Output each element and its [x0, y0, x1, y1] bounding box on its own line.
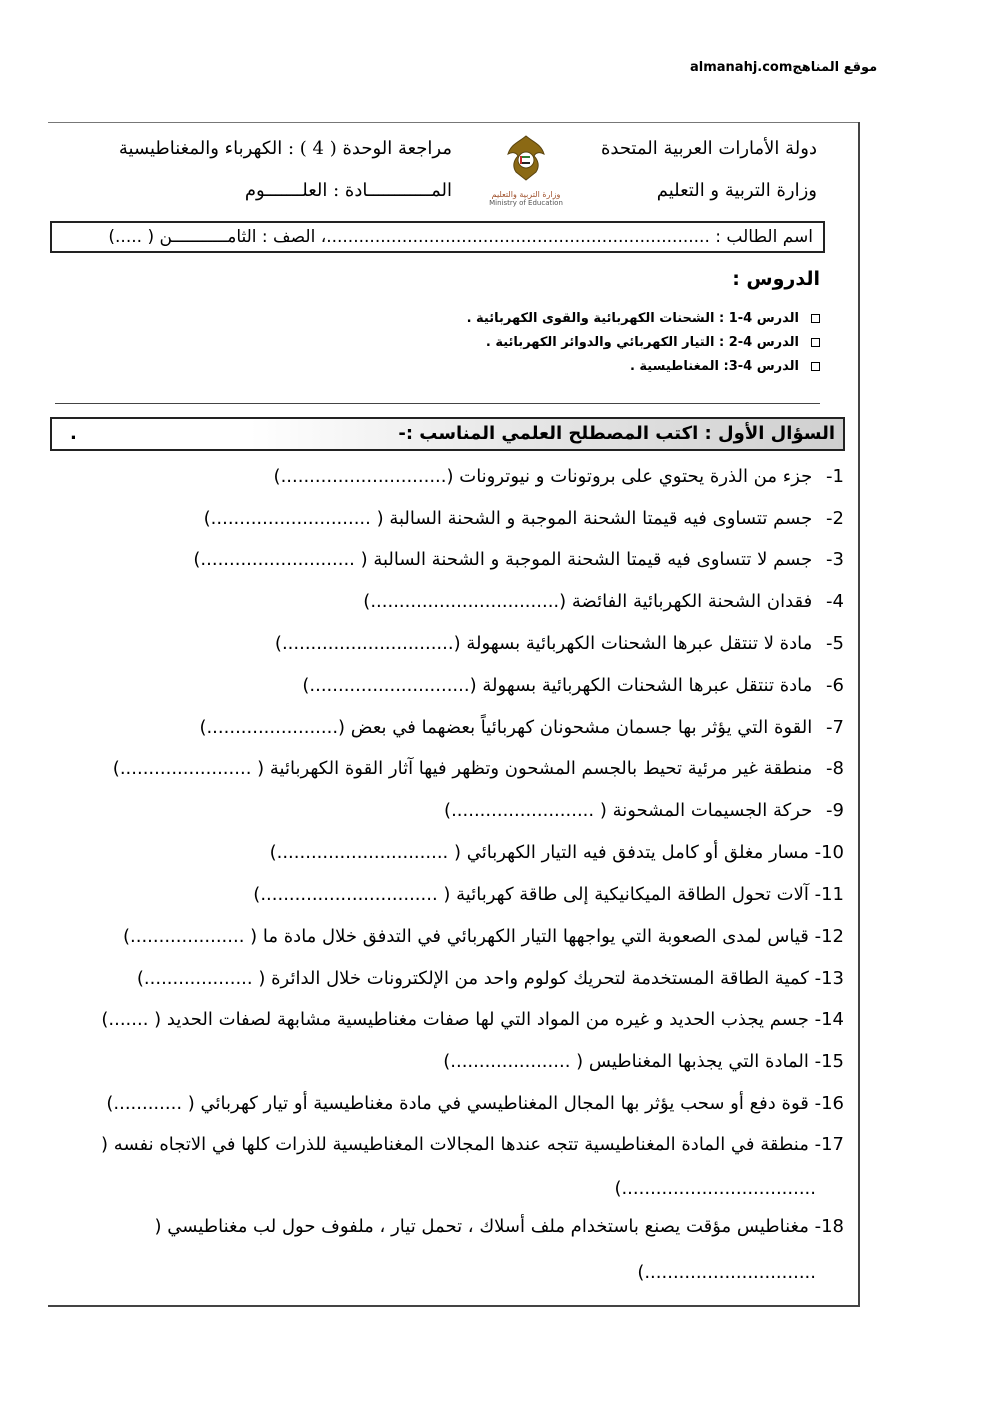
logo-caption-en: Ministry of Education	[489, 199, 563, 207]
student-info-line: اسم الطالب : .......................................................................، الصف : الثامـــــــــــن ( .....)	[108, 227, 813, 247]
question-item: 4- فقدان الشحنة الكهربائية الفائضة (.................................)	[363, 591, 844, 612]
question-item: 5- مادة لا تنتقل عبرها الشحنات الكهربائية بسهولة (..............................)	[274, 633, 844, 654]
question-item: 3- جسم لا تتساوى فيه قيمتا الشحنة الموجبة و الشحنة السالبة ( ...........................)	[193, 549, 844, 570]
question-item: 12- قياس لمدى الصعوبة التي يواجهها التيار الكهربائي في التدفق خلال مادة ما ( ....................)	[122, 926, 844, 947]
question-trailing-dot: .	[70, 423, 77, 444]
question-item: 14- جسم يجذب الحديد و غيره من المواد التي لها صفات مغناطيسية مشابهة لصفات الحديد ( .......)	[101, 1009, 844, 1030]
sheet-right-border	[858, 122, 860, 1307]
ministry-logo	[476, 132, 576, 212]
question-item-continuation: ..............................)	[637, 1262, 816, 1283]
checkbox-icon	[811, 362, 820, 371]
ministry-name: وزارة التربية و التعليم	[656, 180, 817, 201]
question-item: 9- حركة الجسيمات المشحونة ( .........................)	[444, 800, 844, 821]
logo-caption-ar: وزارة التربية والتعليم	[491, 190, 561, 199]
lesson-item: الدرس 4-1 : الشحنات الكهربائية والقوى الكهربائية .	[420, 311, 820, 326]
checkbox-icon	[811, 314, 820, 323]
sheet-bottom-border	[48, 1305, 860, 1307]
question-item: 17- منطقة في المادة المغناطيسية تتجه عندها المجالات المغناطيسية للذرات كلها في الاتجاه نفسه (	[101, 1134, 844, 1155]
question-item: 2- جسم تتساوى فيه قيمتا الشحنة الموجبة و الشحنة السالبة ( ............................)	[203, 508, 844, 529]
question-item: 16- قوة دفع أو سحب يؤثر بها المجال المغناطيسي في مادة مغناطيسية أو تيار كهربائي ( ............)	[106, 1093, 844, 1114]
review-title: مراجعة الوحدة ( 4 ) : الكهرباء والمغناطيسية	[118, 138, 452, 159]
question-item: 18- مغناطيس مؤقت يصنع باستخدام ملف أسلاك ، تحمل تيار ، ملفوف حول لب مغناطيسي (	[154, 1216, 844, 1237]
site-watermark	[690, 60, 890, 75]
subject-line: المــــــــــــادة : العلـــــــوم	[244, 180, 452, 201]
emblem-icon	[504, 132, 548, 184]
sheet-top-border	[48, 122, 860, 123]
question-item: 15- المادة التي يجذبها المغناطيس ( .....................)	[443, 1051, 844, 1072]
question-item: 7- القوة التي يؤثر بها جسمان مشحونان كهربائياً بعضهما في بعض (.......................)	[199, 717, 844, 738]
section-divider	[55, 403, 820, 404]
site-label: موقع المناهج	[792, 60, 878, 75]
question-item: 8- منطقة غير مرئية تحيط بالجسم المشحون وتظهر فيها آثار القوة الكهربائية ( .......................)	[112, 758, 844, 779]
question-item: 1- جزء من الذرة يحتوي على بروتونات و نيوترونات (.............................)	[273, 466, 844, 487]
lesson-item: الدرس 4-2 : التيار الكهربائي والدوائر الكهربائية .	[420, 335, 820, 350]
country-name: دولة الأمارات العربية المتحدة	[600, 138, 817, 159]
question-title: السؤال الأول : اكتب المصطلح العلمي المناسب :-	[398, 423, 835, 444]
checkbox-icon	[811, 338, 820, 347]
lessons-title: الدروس :	[732, 268, 820, 290]
lesson-item: الدرس 4-3: المغناطيسية .	[420, 359, 820, 374]
site-domain: almanahj.com	[690, 60, 793, 75]
question-item-continuation: ..................................)	[614, 1178, 816, 1199]
question-item: 6- مادة تنتقل عبرها الشحنات الكهربائية بسهولة (............................)	[302, 675, 844, 696]
question-header	[50, 417, 845, 451]
question-item: 10- مسار مغلق أو كامل يتدفق فيه التيار الكهربائي ( ..............................)	[269, 842, 844, 863]
question-item: 13- كمية الطاقة المستخدمة لتحريك كولوم واحد من الإلكترونات خلال الدائرة ( ...................)	[136, 968, 844, 989]
student-info-box	[50, 221, 825, 253]
question-item: 11- آلات تحول الطاقة الميكانيكية إلى طاقة كهربائية ( ...............................)	[253, 884, 844, 905]
